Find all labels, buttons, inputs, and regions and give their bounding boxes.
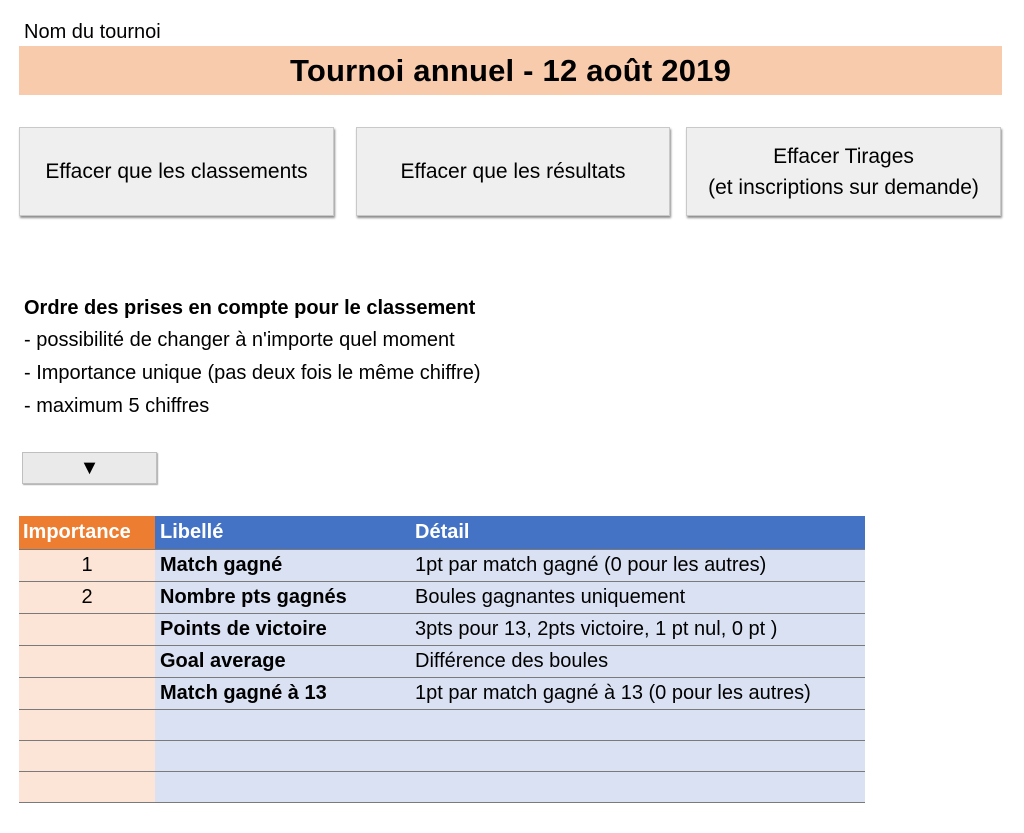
ranking-instructions: [24, 292, 481, 423]
detail-cell[interactable]: [410, 710, 865, 741]
clear-results-label: Effacer que les résultats: [400, 160, 626, 183]
clear-draws-line2: (et inscriptions sur demande): [708, 175, 979, 199]
tournament-name-label: Nom du tournoi: [24, 21, 161, 43]
importance-cell[interactable]: [19, 710, 155, 741]
importance-cell[interactable]: 1: [19, 550, 155, 582]
table-row: [19, 710, 865, 741]
clear-draws-line1: Effacer Tirages: [773, 144, 914, 168]
label-cell[interactable]: [155, 741, 410, 772]
ranking-criteria-table: [19, 516, 865, 803]
tournament-title[interactable]: Tournoi annuel - 12 août 2019: [19, 46, 1002, 95]
importance-header[interactable]: Importance: [19, 516, 155, 550]
instruction-rule: - Importance unique (pas deux fois le même chiffre): [24, 362, 481, 384]
table-header-row: [19, 516, 865, 550]
detail-header[interactable]: Détail: [410, 516, 865, 550]
label-cell[interactable]: Nombre pts gagnés: [155, 582, 410, 614]
importance-cell[interactable]: [19, 741, 155, 772]
clear-results-button[interactable]: [356, 127, 670, 216]
clear-rankings-label: Effacer que les classements: [45, 160, 308, 183]
label-header[interactable]: Libellé: [155, 516, 410, 550]
importance-cell[interactable]: [19, 614, 155, 646]
detail-cell[interactable]: Boules gagnantes uniquement: [410, 582, 865, 614]
detail-cell[interactable]: 1pt par match gagné (0 pour les autres): [410, 550, 865, 582]
table-row: [19, 741, 865, 772]
importance-cell[interactable]: [19, 772, 155, 803]
instructions-heading: Ordre des prises en compte pour le classement: [24, 297, 476, 319]
table-row: [19, 646, 865, 678]
detail-cell[interactable]: 3pts pour 13, 2pts victoire, 1 pt nul, 0 pt ): [410, 614, 865, 646]
detail-cell[interactable]: [410, 772, 865, 803]
importance-cell[interactable]: [19, 646, 155, 678]
label-cell[interactable]: Points de victoire: [155, 614, 410, 646]
detail-cell[interactable]: Différence des boules: [410, 646, 865, 678]
table-row: [19, 678, 865, 710]
clear-rankings-button[interactable]: [19, 127, 334, 216]
detail-cell[interactable]: 1pt par match gagné à 13 (0 pour les autres): [410, 678, 865, 710]
sort-dropdown-button[interactable]: [22, 452, 157, 484]
label-cell[interactable]: [155, 772, 410, 803]
instruction-rule: - possibilité de changer à n'importe quel moment: [24, 329, 455, 351]
label-cell[interactable]: [155, 710, 410, 741]
label-cell[interactable]: Match gagné: [155, 550, 410, 582]
triangle-down-icon: ▼: [79, 456, 100, 479]
clear-draws-label: [708, 141, 979, 203]
table-row: [19, 614, 865, 646]
table-row: [19, 772, 865, 803]
table-row: [19, 582, 865, 614]
label-cell[interactable]: Match gagné à 13: [155, 678, 410, 710]
clear-draws-button[interactable]: [686, 127, 1001, 216]
table-row: [19, 550, 865, 582]
detail-cell[interactable]: [410, 741, 865, 772]
importance-cell[interactable]: [19, 678, 155, 710]
instruction-rule: - maximum 5 chiffres: [24, 395, 210, 417]
label-cell[interactable]: Goal average: [155, 646, 410, 678]
importance-cell[interactable]: 2: [19, 582, 155, 614]
